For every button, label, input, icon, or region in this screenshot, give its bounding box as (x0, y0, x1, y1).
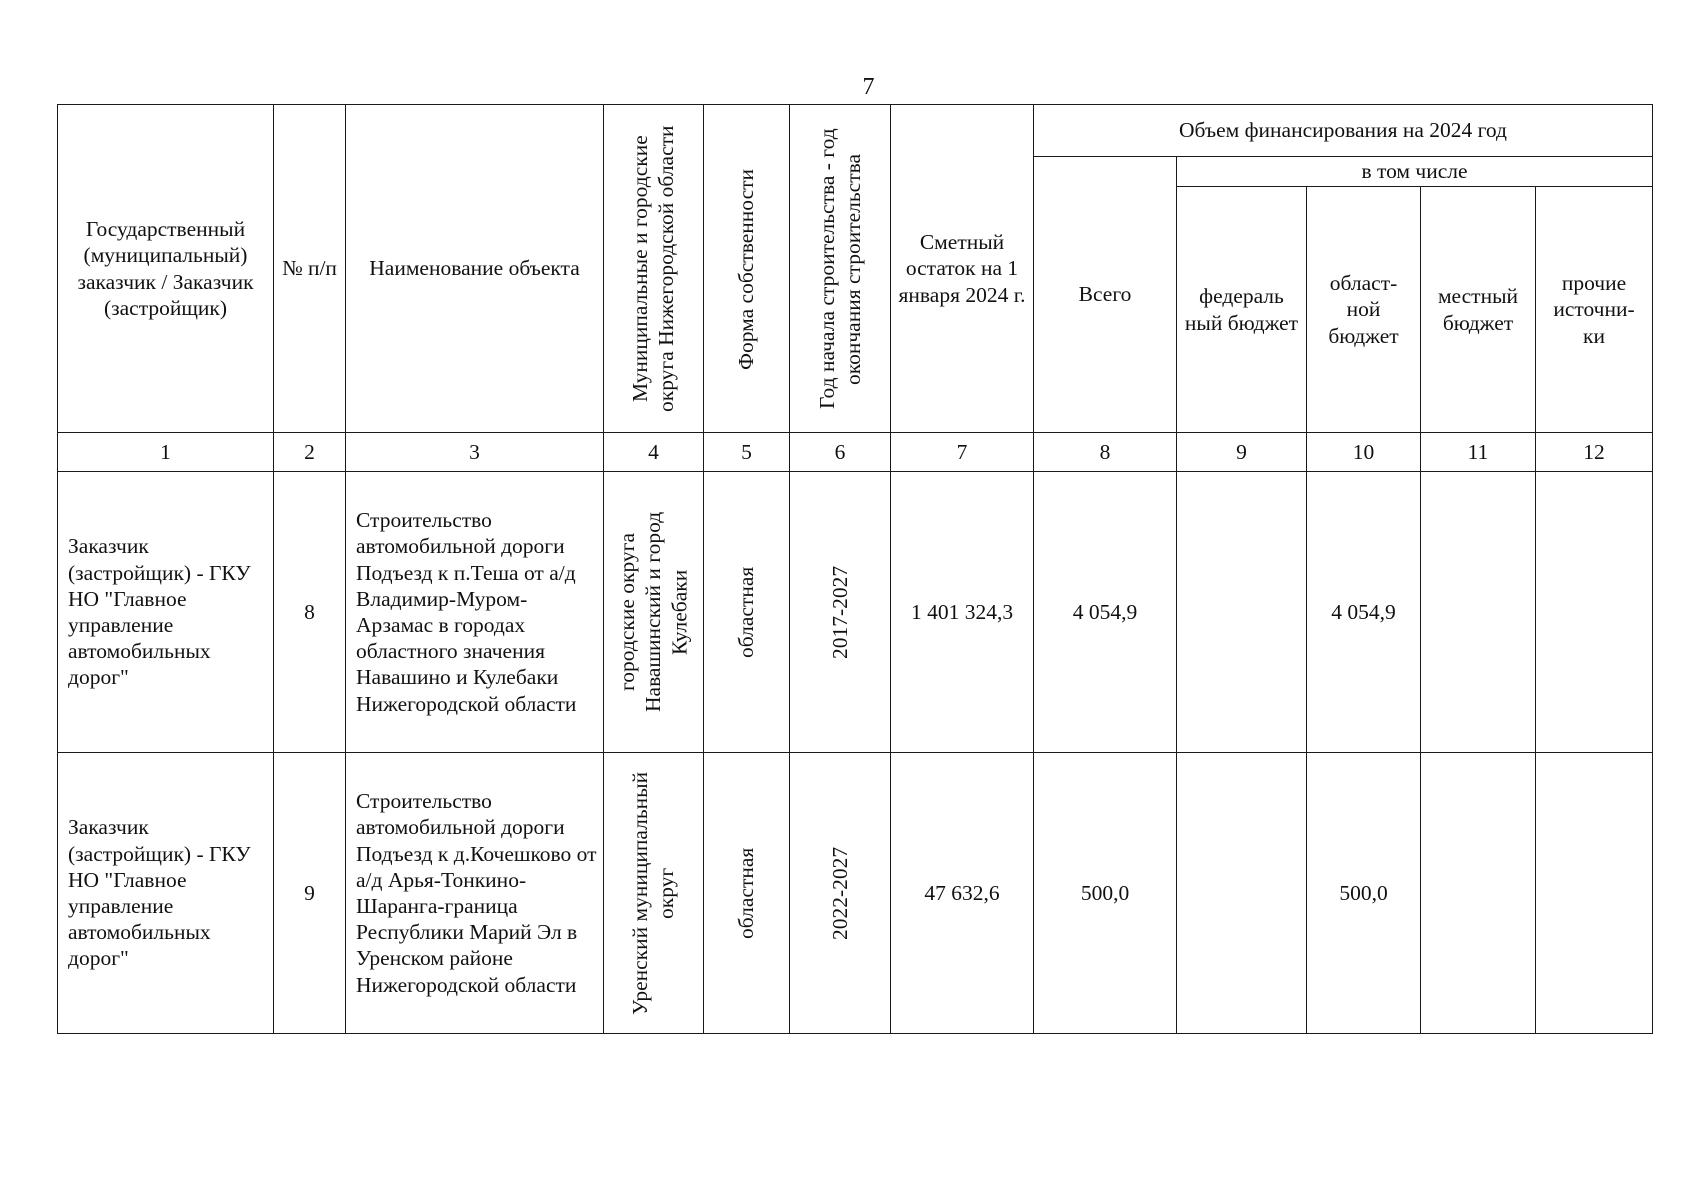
header-total: Всего (1034, 157, 1177, 433)
row-years-text: 2022-2027 (827, 846, 852, 940)
row-balance: 1 401 324,3 (891, 472, 1034, 753)
header-number: № п/п (274, 105, 346, 433)
row-years (790, 472, 891, 753)
header-regional: област- ной бюджет (1307, 187, 1421, 433)
row-ownership-text: областная (734, 847, 759, 939)
column-number: 6 (790, 433, 891, 472)
row-federal (1177, 753, 1307, 1034)
column-number: 12 (1536, 433, 1653, 472)
header-municipality (604, 105, 704, 433)
column-number: 8 (1034, 433, 1177, 472)
row-local (1421, 753, 1536, 1034)
row-years (790, 753, 891, 1034)
column-number: 11 (1421, 433, 1536, 472)
row-total: 500,0 (1034, 753, 1177, 1034)
column-number: 5 (704, 433, 790, 472)
row-total: 4 054,9 (1034, 472, 1177, 753)
row-other (1536, 472, 1653, 753)
row-ownership (704, 753, 790, 1034)
row-object-name: Строительство автомобильной дороги Подъезд к п.Теша от а/д Владимир-Муром-Арзамас в городах областного значения Навашино и Кулебаки Нижегородской области (346, 472, 604, 753)
header-including: в том числе (1177, 157, 1653, 187)
row-regional: 4 054,9 (1307, 472, 1421, 753)
column-number: 1 (58, 433, 274, 472)
row-municipality-text: Уренский муниципальный округ (628, 771, 679, 1015)
row-other (1536, 753, 1653, 1034)
row-regional: 500,0 (1307, 753, 1421, 1034)
column-number: 3 (346, 433, 604, 472)
page-number: 7 (862, 74, 875, 100)
header-federal: федераль ный бюджет (1177, 187, 1307, 433)
header-funding: Объем финансирования на 2024 год (1034, 105, 1653, 157)
header-customer: Государственный (муниципальный) заказчик / Заказчик (застройщик) (58, 105, 274, 433)
row-object-name: Строительство автомобильной дороги Подъезд к д.Кочешково от а/д Арья-Тонкино-Шаранга-граница Республики Марий Эл в Уренском районе Нижегородской области (346, 753, 604, 1034)
row-municipality-text: городские округа Навашинский и город Кулебаки (615, 511, 692, 713)
row-customer: Заказчик (застройщик) - ГКУ НО "Главное управление автомобильных дорог" (58, 472, 274, 753)
column-number: 7 (891, 433, 1034, 472)
column-number: 10 (1307, 433, 1421, 472)
header-years (790, 105, 891, 433)
header-other: прочие источни- ки (1536, 187, 1653, 433)
row-ownership (704, 472, 790, 753)
header-balance: Сметный остаток на 1 января 2024 г. (891, 105, 1034, 433)
header-local: местный бюджет (1421, 187, 1536, 433)
table-row (58, 472, 1653, 753)
row-municipality (604, 472, 704, 753)
row-customer: Заказчик (застройщик) - ГКУ НО "Главное управление автомобильных дорог" (58, 753, 274, 1034)
column-number: 4 (604, 433, 704, 472)
header-ownership (704, 105, 790, 433)
header-ownership-text: Форма собственности (734, 167, 759, 370)
row-years-text: 2017-2027 (827, 565, 852, 659)
header-object-name: Наименование объекта (346, 105, 604, 433)
investment-table (57, 104, 1653, 1034)
row-ownership-text: областная (734, 566, 759, 658)
row-municipality (604, 753, 704, 1034)
table-row (58, 753, 1653, 1034)
header-row-1 (58, 105, 1653, 157)
row-local (1421, 472, 1536, 753)
column-number: 2 (274, 433, 346, 472)
header-years-text: Год начала строительства - год окончания строительства (814, 128, 865, 409)
column-number-row (58, 433, 1653, 472)
header-municipality-text: Муниципальные и городские округа Нижегородской области (628, 125, 679, 412)
column-number: 9 (1177, 433, 1307, 472)
row-balance: 47 632,6 (891, 753, 1034, 1034)
row-federal (1177, 472, 1307, 753)
row-number: 8 (274, 472, 346, 753)
row-number: 9 (274, 753, 346, 1034)
